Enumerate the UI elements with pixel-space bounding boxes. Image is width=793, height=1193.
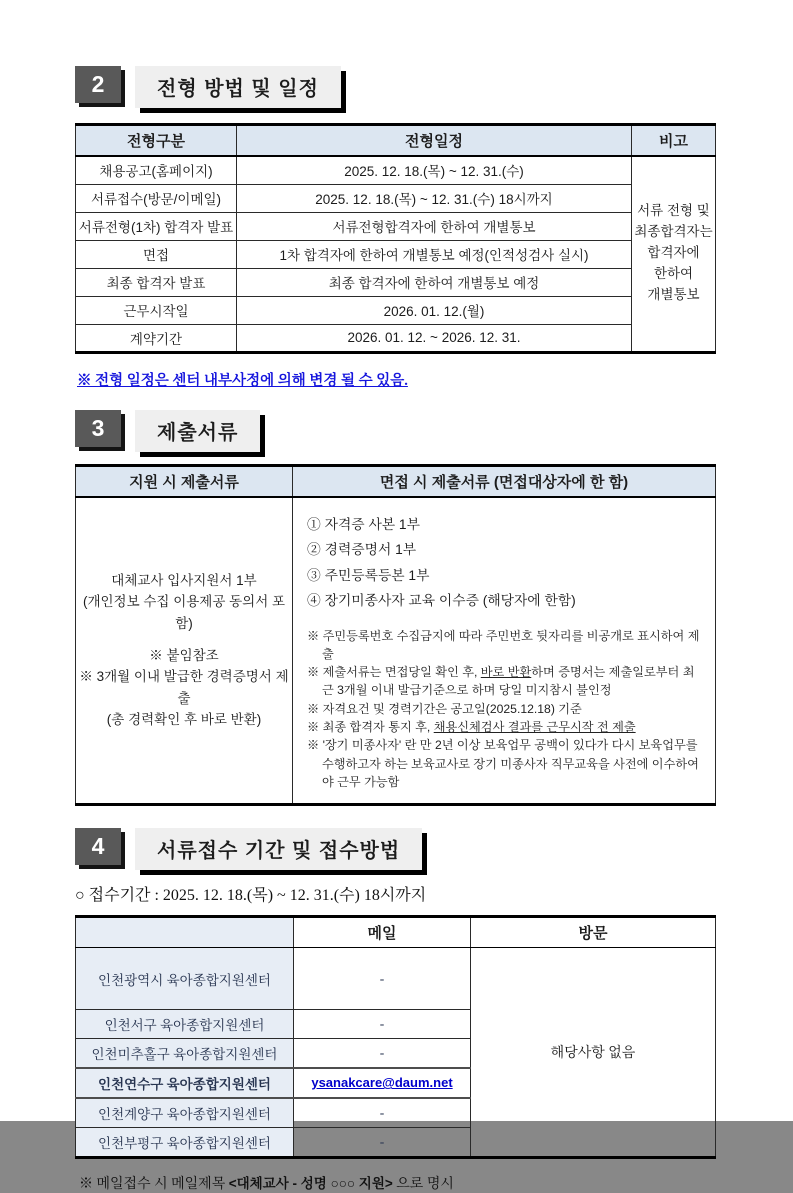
row-label: 최종 합격자 발표 xyxy=(76,268,237,296)
center-name: 인천연수구 육아종합지원센터 xyxy=(76,1068,294,1098)
doc-note: ※ 3개월 이내 발급한 경력증명서 제출 xyxy=(79,669,289,706)
visit-note-cell: 해당사항 없음 xyxy=(471,948,716,1158)
column-header-blank xyxy=(76,917,294,948)
center-name: 인천미추홀구 육아종합지원센터 xyxy=(76,1039,294,1069)
table-header-row xyxy=(76,465,716,497)
row-value: 최종 합격자에 한하여 개별통보 예정 xyxy=(237,268,632,296)
selection-schedule-table xyxy=(75,123,716,354)
table-row xyxy=(76,268,716,296)
center-name: 인천광역시 육아종합지원센터 xyxy=(76,948,294,1010)
center-mail: - xyxy=(294,1010,471,1039)
doc-note xyxy=(307,718,705,736)
doc-note: ※ 자격요건 및 경력기간은 공고일(2025.12.18) 기준 xyxy=(307,701,582,716)
submission-documents-table xyxy=(75,464,716,807)
column-header-mail: 메일 xyxy=(294,917,471,948)
row-value: 2026. 01. 12. ~ 2026. 12. 31. xyxy=(237,324,632,352)
table-row xyxy=(76,497,716,805)
note-text: ※ 제출서류는 면접당일 확인 후, xyxy=(307,665,481,680)
row-label: 계약기간 xyxy=(76,324,237,352)
doc-note xyxy=(307,663,705,700)
doc-line: 대체교사 입사지원서 1부 xyxy=(111,572,257,588)
row-value: 2025. 12. 18.(목) ~ 12. 31.(수) 18시까지 xyxy=(237,184,632,212)
table-row xyxy=(76,184,716,212)
remark-line: 한하여 xyxy=(653,266,694,282)
doc-item: ② 경력증명서 1부 xyxy=(307,542,417,558)
doc-line: (개인정보 수집 이용제공 동의서 포함) xyxy=(82,594,286,631)
note-text: 하며 증명서는 제출일로부터 최근 3개월 이내 발급기준으로 하며 당일 미지참시 불인정 xyxy=(322,665,695,698)
center-mail: - xyxy=(294,1098,471,1128)
note-text: 으로 명시 xyxy=(392,1177,454,1193)
doc-item: ④ 장기미종사자 교육 이수증 (해당자에 한함) xyxy=(307,593,576,609)
section-2-header xyxy=(75,66,715,108)
note-underlined-text: 채용신체검사 결과를 근무시작 전 제출 xyxy=(433,720,636,735)
column-header-apply-docs: 지원 시 제출서류 xyxy=(76,465,293,497)
section-2-number-badge: 2 xyxy=(75,66,121,103)
center-mail: - xyxy=(294,1128,471,1158)
row-label: 서류전형(1차) 합격자 발표 xyxy=(76,212,237,240)
section-4-number-badge: 4 xyxy=(75,828,121,865)
note-text: ※ 최종 합격자 통지 후, xyxy=(307,720,434,735)
email-link[interactable]: ysanakcare@daum.net xyxy=(311,1075,453,1091)
table-row xyxy=(76,948,716,1010)
doc-item: ③ 주민등록등본 1부 xyxy=(307,567,430,583)
center-name: 인천부평구 육아종합지원센터 xyxy=(76,1128,294,1158)
section-3-number-badge: 3 xyxy=(75,410,121,447)
note-underlined-text: 바로 반환 xyxy=(480,665,532,680)
doc-note: ※ 주민등록번호 수집금지에 따라 주민번호 뒷자리를 비공개로 표시하여 제출 xyxy=(307,628,700,661)
row-value: 1차 합격자에 한하여 개별통보 예정(인적성검사 실시) xyxy=(237,240,632,268)
row-label: 근무시작일 xyxy=(76,296,237,324)
center-name: 인천서구 육아종합지원센터 xyxy=(76,1010,294,1039)
doc-note: ※ 붙임참조 xyxy=(149,647,219,663)
apply-docs-cell xyxy=(76,497,293,805)
row-value: 서류전형합격자에 한하여 개별통보 xyxy=(237,212,632,240)
table-header-row xyxy=(76,917,716,948)
section-2-title: 전형 방법 및 일정 xyxy=(135,66,341,108)
table-row xyxy=(76,240,716,268)
section-4-header xyxy=(75,828,715,870)
doc-note: ※ '장기 미종사자' 란 만 2년 이상 보육업무 공백이 있다가 다시 보육업무를 수행하고자 하는 보육교사로 장기 미종사자 직무교육을 사전에 이수하여야 근무 가능함 xyxy=(307,738,699,789)
table-row xyxy=(76,156,716,184)
row-value: 2025. 12. 18.(목) ~ 12. 31.(수) xyxy=(237,156,632,184)
remark-line: 서류 전형 및 xyxy=(637,203,710,219)
section-3-header xyxy=(75,410,715,452)
column-header-visit: 방문 xyxy=(471,917,716,948)
row-label: 채용공고(홈페이지) xyxy=(76,156,237,184)
table-row xyxy=(76,296,716,324)
center-name: 인천계양구 육아종합지원센터 xyxy=(76,1098,294,1128)
column-header-remark: 비고 xyxy=(632,125,716,157)
column-header-schedule: 전형일정 xyxy=(237,125,632,157)
section-3-title: 제출서류 xyxy=(135,410,260,452)
doc-item: ① 자격증 사본 1부 xyxy=(307,516,420,532)
row-label: 면접 xyxy=(76,240,237,268)
table-header-row xyxy=(76,125,716,157)
note-text: ※ 메일접수 시 메일제목 xyxy=(79,1177,229,1193)
reception-period-line: ○ 접수기간 : 2025. 12. 18.(목) ~ 12. 31.(수) 18시까지 xyxy=(75,887,427,905)
section-4-title: 서류접수 기간 및 접수방법 xyxy=(135,828,422,870)
row-label: 서류접수(방문/이메일) xyxy=(76,184,237,212)
column-header-interview-docs: 면접 시 제출서류 (면접대상자에 한 함) xyxy=(293,465,716,497)
remark-line: 최종합격자는 xyxy=(634,224,713,240)
remark-line: 합격자에 xyxy=(647,245,700,261)
centers-contact-table xyxy=(75,915,716,1159)
table-row xyxy=(76,212,716,240)
center-mail-link-cell xyxy=(294,1068,471,1098)
table-row xyxy=(76,324,716,352)
row-value: 2026. 01. 12.(월) xyxy=(237,296,632,324)
column-header-category: 전형구분 xyxy=(76,125,237,157)
mail-subject-note xyxy=(79,1172,715,1193)
mail-subject-format: <대체교사 - 성명 ○○○ 지원> xyxy=(228,1176,393,1192)
schedule-change-note: ※ 전형 일정은 센터 내부사정에 의해 변경 될 수 있음. xyxy=(77,372,408,389)
remark-line: 개별통보 xyxy=(647,287,700,303)
doc-note: (총 경력확인 후 바로 반환) xyxy=(106,712,262,728)
center-mail: - xyxy=(294,1039,471,1069)
remark-cell xyxy=(632,156,716,352)
interview-docs-cell xyxy=(293,497,716,805)
center-mail: - xyxy=(294,948,471,1010)
